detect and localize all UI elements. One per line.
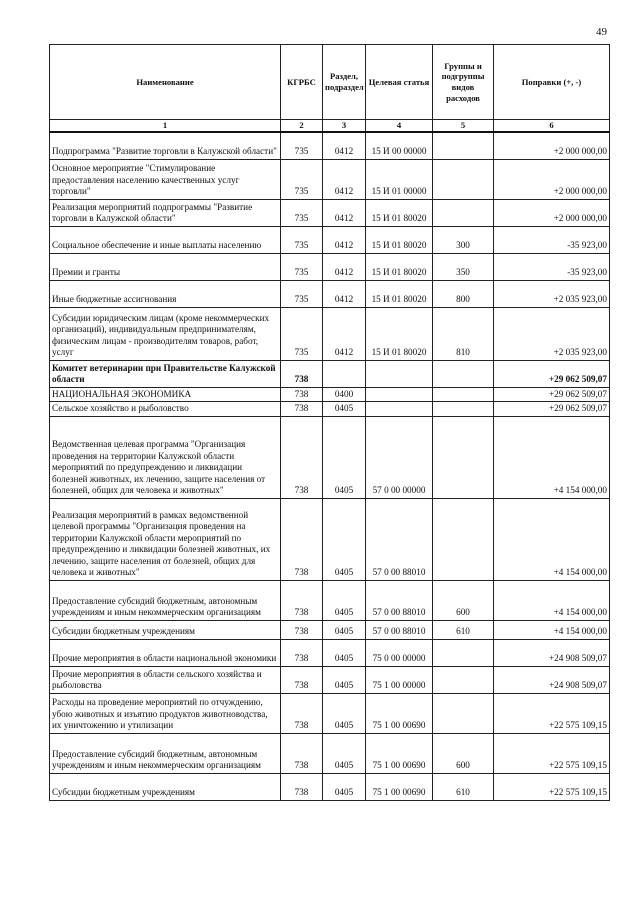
- row-group-cell: [433, 360, 494, 387]
- row-name-cell: Иные бюджетные ассигнования: [50, 280, 281, 307]
- header-section: Раздел, подраздел: [323, 45, 366, 120]
- row-amount-cell: +4 154 000,00: [494, 580, 610, 620]
- row-section-cell: 0400: [323, 387, 366, 402]
- header-groups: Группы и подгруппы видов расходов: [433, 45, 494, 120]
- row-group-cell: [433, 498, 494, 580]
- row-section-cell: 0405: [323, 402, 366, 417]
- row-name-cell: Реализация мероприятий в рамках ведомственной целевой программы "Организация проведения на территории Калужской области мероприятий по предупреждению и ликвидации болезней животных, их лечению, защите населения от болезней, общих для человека и животных": [50, 498, 281, 580]
- row-amount-cell: +2 000 000,00: [494, 132, 610, 160]
- row-section-cell: [323, 360, 366, 387]
- row-kgrbs-cell: 735: [281, 199, 323, 226]
- table-row: [50, 199, 610, 226]
- row-target-cell: 75 1 00 00690: [366, 773, 433, 800]
- row-amount-cell: +22 575 109,15: [494, 733, 610, 773]
- row-group-cell: 300: [433, 226, 494, 253]
- row-target-cell: 15 И 01 80020: [366, 199, 433, 226]
- row-kgrbs-cell: 735: [281, 159, 323, 199]
- row-kgrbs-cell: 738: [281, 402, 323, 417]
- table-row: [50, 639, 610, 666]
- column-number: 2: [281, 120, 323, 132]
- row-target-cell: 75 1 00 00690: [366, 693, 433, 733]
- row-target-cell: 57 0 00 88010: [366, 620, 433, 639]
- table-row: [50, 387, 610, 402]
- row-group-cell: 810: [433, 307, 494, 360]
- row-name-cell: Прочие мероприятия в области сельского хозяйства и рыболовства: [50, 666, 281, 693]
- row-name-cell: Субсидии юридическим лицам (кроме некоммерческих организаций), индивидуальным предпринимателям, физическим лицам - производителям товаров, работ, услуг: [50, 307, 281, 360]
- column-number: 1: [50, 120, 281, 132]
- row-section-cell: 0405: [323, 639, 366, 666]
- table-row: [50, 733, 610, 773]
- row-amount-cell: +22 575 109,15: [494, 773, 610, 800]
- row-kgrbs-cell: 738: [281, 360, 323, 387]
- column-number: 4: [366, 120, 433, 132]
- row-group-cell: [433, 199, 494, 226]
- row-kgrbs-cell: 735: [281, 280, 323, 307]
- row-name-cell: Расходы на проведение мероприятий по отчуждению, убою животных и изъятию продуктов животноводства, их уничтожению и утилизации: [50, 693, 281, 733]
- row-group-cell: [433, 132, 494, 160]
- row-name-cell: Сельское хозяйство и рыболовство: [50, 402, 281, 417]
- row-section-cell: 0405: [323, 416, 366, 498]
- row-section-cell: 0405: [323, 580, 366, 620]
- row-amount-cell: +4 154 000,00: [494, 620, 610, 639]
- row-kgrbs-cell: 738: [281, 387, 323, 402]
- row-section-cell: 0412: [323, 253, 366, 280]
- row-group-cell: [433, 639, 494, 666]
- table-row: [50, 159, 610, 199]
- table-row: [50, 773, 610, 800]
- table-row: [50, 402, 610, 417]
- row-group-cell: 600: [433, 580, 494, 620]
- row-group-cell: 600: [433, 733, 494, 773]
- row-name-cell: НАЦИОНАЛЬНАЯ ЭКОНОМИКА: [50, 387, 281, 402]
- row-group-cell: 610: [433, 620, 494, 639]
- row-target-cell: 15 И 00 00000: [366, 132, 433, 160]
- row-target-cell: 15 И 01 80020: [366, 226, 433, 253]
- table-row: [50, 307, 610, 360]
- header-amendments: Поправки (+, -): [494, 45, 610, 120]
- row-group-cell: 800: [433, 280, 494, 307]
- row-kgrbs-cell: 738: [281, 498, 323, 580]
- row-kgrbs-cell: 735: [281, 226, 323, 253]
- row-amount-cell: +24 908 509,07: [494, 666, 610, 693]
- header-kgrbs: КГРБС: [281, 45, 323, 120]
- page-number: 49: [596, 26, 607, 38]
- table-row: [50, 498, 610, 580]
- row-amount-cell: +2 000 000,00: [494, 159, 610, 199]
- row-section-cell: 0405: [323, 693, 366, 733]
- table-row: [50, 280, 610, 307]
- row-amount-cell: +2 035 923,00: [494, 307, 610, 360]
- row-amount-cell: -35 923,00: [494, 226, 610, 253]
- row-name-cell: Социальное обеспечение и иные выплаты населению: [50, 226, 281, 253]
- row-group-cell: [433, 387, 494, 402]
- row-section-cell: 0405: [323, 773, 366, 800]
- row-target-cell: 75 1 00 00000: [366, 666, 433, 693]
- row-kgrbs-cell: 738: [281, 639, 323, 666]
- row-target-cell: 57 0 00 00000: [366, 416, 433, 498]
- row-name-cell: Прочие мероприятия в области национальной экономики: [50, 639, 281, 666]
- header-name: Наименование: [50, 45, 281, 120]
- row-target-cell: 75 1 00 00690: [366, 733, 433, 773]
- row-kgrbs-cell: 738: [281, 773, 323, 800]
- row-section-cell: 0412: [323, 226, 366, 253]
- row-target-cell: 15 И 01 80020: [366, 253, 433, 280]
- row-section-cell: 0412: [323, 307, 366, 360]
- row-target-cell: [366, 360, 433, 387]
- row-amount-cell: -35 923,00: [494, 253, 610, 280]
- row-name-cell: Предоставление субсидий бюджетным, автономным учреждениям и иным некоммерческим организациям: [50, 733, 281, 773]
- row-group-cell: 350: [433, 253, 494, 280]
- row-section-cell: 0405: [323, 666, 366, 693]
- row-name-cell: Комитет ветеринарии при Правительстве Калужской области: [50, 360, 281, 387]
- row-name-cell: Ведомственная целевая программа "Организация проведения на территории Калужской области мероприятий по предупреждению и ликвидации болезней животных, их лечению, защите населения от болезней, общих для человека и животных": [50, 416, 281, 498]
- column-number: 6: [494, 120, 610, 132]
- row-amount-cell: +2 035 923,00: [494, 280, 610, 307]
- row-group-cell: [433, 693, 494, 733]
- row-kgrbs-cell: 735: [281, 132, 323, 160]
- row-target-cell: [366, 402, 433, 417]
- row-section-cell: 0412: [323, 199, 366, 226]
- column-number: 5: [433, 120, 494, 132]
- row-name-cell: Субсидии бюджетным учреждениям: [50, 620, 281, 639]
- row-name-cell: Премии и гранты: [50, 253, 281, 280]
- table-row: [50, 360, 610, 387]
- row-kgrbs-cell: 735: [281, 307, 323, 360]
- header-row: [50, 45, 610, 120]
- row-target-cell: 57 0 00 88010: [366, 580, 433, 620]
- row-amount-cell: +4 154 000,00: [494, 498, 610, 580]
- table-row: [50, 666, 610, 693]
- row-amount-cell: +4 154 000,00: [494, 416, 610, 498]
- row-kgrbs-cell: 735: [281, 253, 323, 280]
- row-kgrbs-cell: 738: [281, 620, 323, 639]
- row-kgrbs-cell: 738: [281, 733, 323, 773]
- row-name-cell: Основное мероприятие "Стимулирование предоставления населению качественных услуг торговли": [50, 159, 281, 199]
- row-group-cell: 610: [433, 773, 494, 800]
- table-row: [50, 620, 610, 639]
- row-name-cell: Подпрограмма "Развитие торговли в Калужской области": [50, 132, 281, 160]
- table-row: [50, 693, 610, 733]
- row-section-cell: 0405: [323, 498, 366, 580]
- row-amount-cell: +22 575 109,15: [494, 693, 610, 733]
- row-amount-cell: +29 062 509,07: [494, 387, 610, 402]
- row-kgrbs-cell: 738: [281, 666, 323, 693]
- row-group-cell: [433, 402, 494, 417]
- row-kgrbs-cell: 738: [281, 416, 323, 498]
- table-row: [50, 580, 610, 620]
- row-kgrbs-cell: 738: [281, 693, 323, 733]
- row-section-cell: 0405: [323, 620, 366, 639]
- row-amount-cell: +29 062 509,07: [494, 402, 610, 417]
- row-target-cell: 15 И 01 00000: [366, 159, 433, 199]
- row-amount-cell: +24 908 509,07: [494, 639, 610, 666]
- row-group-cell: [433, 416, 494, 498]
- row-amount-cell: +2 000 000,00: [494, 199, 610, 226]
- row-kgrbs-cell: 738: [281, 580, 323, 620]
- column-number: 3: [323, 120, 366, 132]
- row-target-cell: [366, 387, 433, 402]
- row-section-cell: 0412: [323, 132, 366, 160]
- row-amount-cell: +29 062 509,07: [494, 360, 610, 387]
- row-target-cell: 15 И 01 80020: [366, 280, 433, 307]
- column-number-row: [50, 120, 610, 132]
- row-section-cell: 0405: [323, 733, 366, 773]
- header-target: Целевая статья: [366, 45, 433, 120]
- row-target-cell: 57 0 00 88010: [366, 498, 433, 580]
- row-section-cell: 0412: [323, 280, 366, 307]
- table-row: [50, 253, 610, 280]
- row-target-cell: 75 0 00 00000: [366, 639, 433, 666]
- row-group-cell: [433, 159, 494, 199]
- table-row: [50, 416, 610, 498]
- table-row: [50, 132, 610, 160]
- row-section-cell: 0412: [323, 159, 366, 199]
- row-name-cell: Предоставление субсидий бюджетным, автономным учреждениям и иным некоммерческим организациям: [50, 580, 281, 620]
- row-name-cell: Субсидии бюджетным учреждениям: [50, 773, 281, 800]
- row-target-cell: 15 И 01 80020: [366, 307, 433, 360]
- row-name-cell: Реализация мероприятий подпрограммы "Развитие торговли в Калужской области": [50, 199, 281, 226]
- table-row: [50, 226, 610, 253]
- row-group-cell: [433, 666, 494, 693]
- budget-amendments-table: [49, 44, 610, 801]
